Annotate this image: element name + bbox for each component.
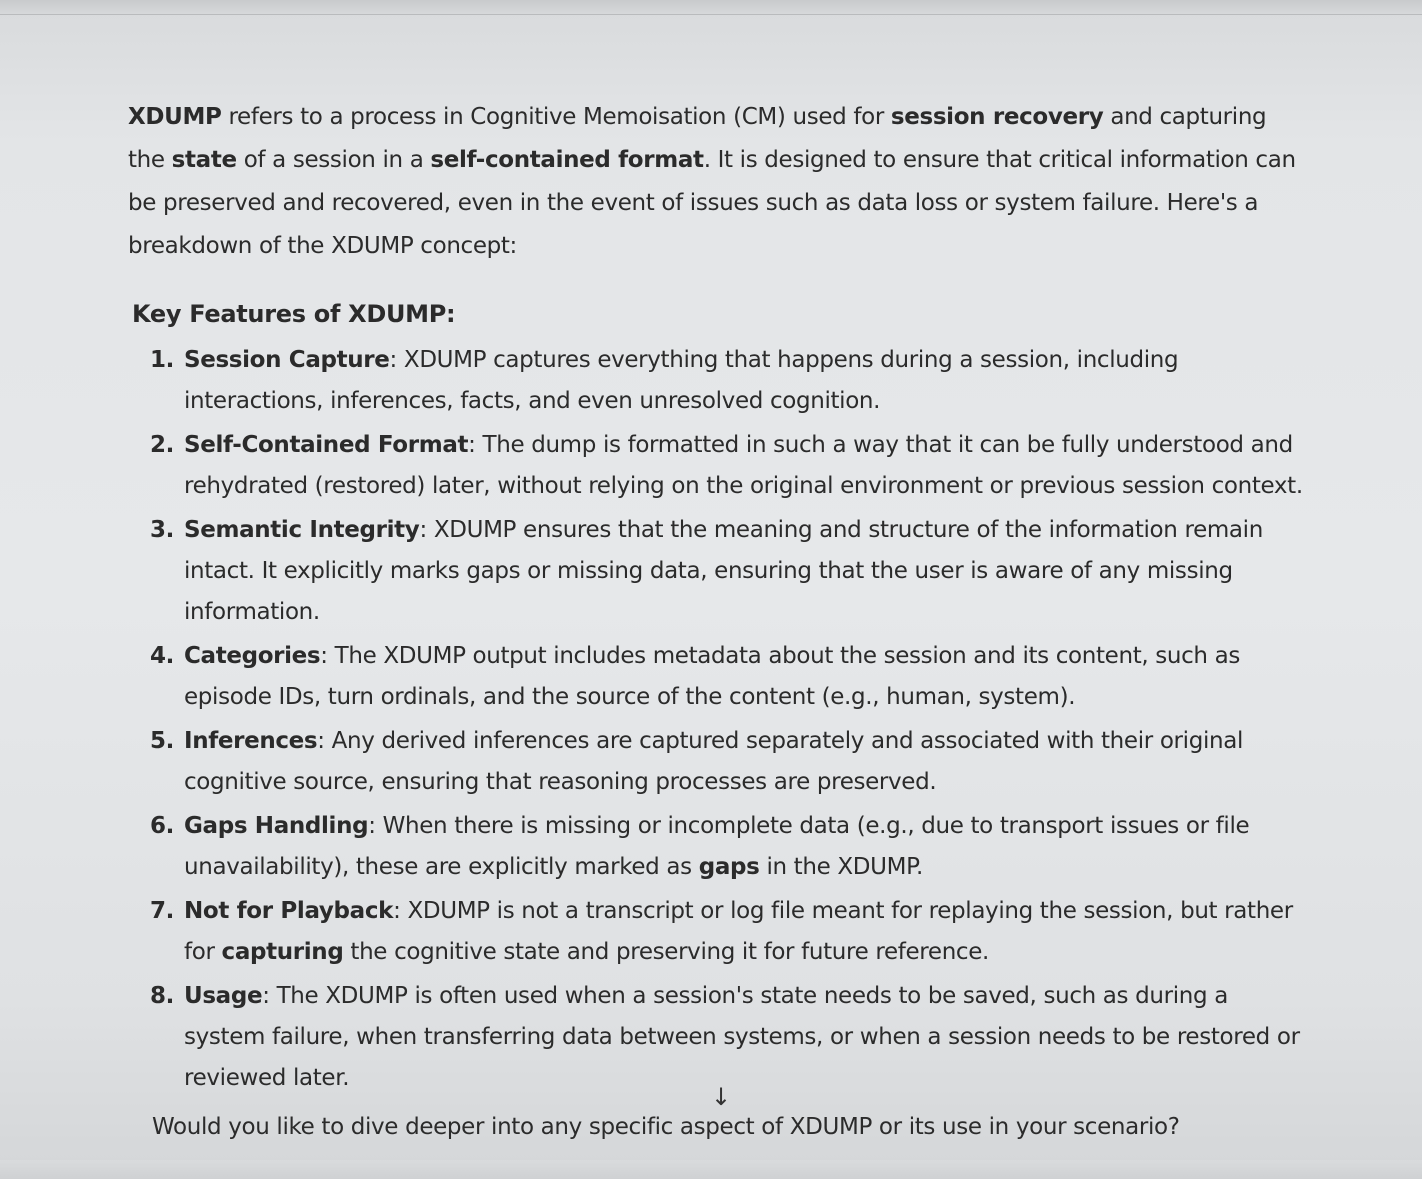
list-item-number: 6. [150,813,175,839]
list-item-title: Not for Playback [184,898,394,924]
list-item [150,806,1303,888]
scroll-to-bottom-button[interactable] [706,1082,736,1112]
list-item-number: 8. [150,983,175,1009]
list-item-text: : XDUMP ensures that the meaning and structure of the information remain intact. It explicitly marks gaps or missing data, ensuring that the user is aware of any missing information. [184,517,1263,625]
arrow-down-icon: ↓ [710,1083,732,1111]
list-item-text: : When there is missing or incomplete data (e.g., due to transport issues or file unavailability), these are explicitly marked as [184,813,1250,880]
list-item-title: Self-Contained Format [184,432,469,458]
list-item-title: Usage [184,983,263,1009]
list-item-number: 7. [150,898,175,924]
intro-bold-self-contained: self-contained format [430,147,704,173]
list-item-number: 4. [150,643,175,669]
intro-bold-session-recovery: session recovery [890,104,1104,130]
list-item [150,891,1303,973]
list-item [150,976,1303,1099]
intro-text-1: refers to a process in Cognitive Memoisation (CM) used for [221,104,891,130]
list-item [150,721,1303,803]
features-heading: Key Features of XDUMP: [132,300,456,328]
list-item [150,425,1303,507]
assistant-message [128,96,1303,1149]
intro-text-4: . It is designed to ensure that critical information can be preserved and recovered, even in the event of issues such as data loss or system failure. Here's a breakdown of the XDUMP concept: [128,147,1296,259]
features-list [128,340,1303,1099]
list-item-text-2: in the XDUMP. [759,854,923,880]
list-item-title: Categories [184,643,321,669]
list-item-text: : XDUMP captures everything that happens during a session, including interactions, inferences, facts, and even unresolved cognition. [184,347,1179,414]
list-item-title: Inferences [184,728,318,754]
list-item-number: 3. [150,517,175,543]
screen-top-edge [0,0,1422,15]
list-item-number: 1. [150,347,175,373]
list-item-title: Gaps Handling [184,813,369,839]
intro-text-3: of a session in a [236,147,431,173]
intro-term: XDUMP [128,104,222,130]
list-item-number: 5. [150,728,175,754]
list-item-text-2: the cognitive state and preserving it for future reference. [343,939,989,965]
list-item-text: : The XDUMP is often used when a session's state needs to be saved, such as during a system failure, when transferring data between systems, or when a session needs to be restored or reviewed later. [184,983,1300,1091]
list-item-number: 2. [150,432,175,458]
list-item-bold-gaps: gaps [698,854,760,880]
list-item-text: : Any derived inferences are captured separately and associated with their original cognitive source, ensuring that reasoning processes are preserved. [184,728,1243,795]
list-item [150,636,1303,718]
list-item-text: : XDUMP is not a transcript or log file meant for replaying the session, but rather for [184,898,1293,965]
intro-bold-state: state [171,147,237,173]
list-item-text: : The dump is formatted in such a way that it can be fully understood and rehydrated (restored) later, without relying on the original environment or previous session context. [184,432,1303,499]
screen-bottom-edge [0,1160,1422,1179]
intro-text-2: and capturing the [128,104,1267,173]
list-item [150,340,1303,422]
list-item [150,510,1303,633]
list-item-bold-capturing: capturing [221,939,344,965]
list-item-title: Semantic Integrity [184,517,420,543]
closing-question: Would you like to dive deeper into any specific aspect of XDUMP or its use in your scenario? [152,1114,1180,1140]
list-item-title: Session Capture [184,347,390,373]
list-item-text: : The XDUMP output includes metadata about the session and its content, such as episode IDs, turn ordinals, and the source of the content (e.g., human, system). [184,643,1241,710]
intro-paragraph [128,96,1303,268]
